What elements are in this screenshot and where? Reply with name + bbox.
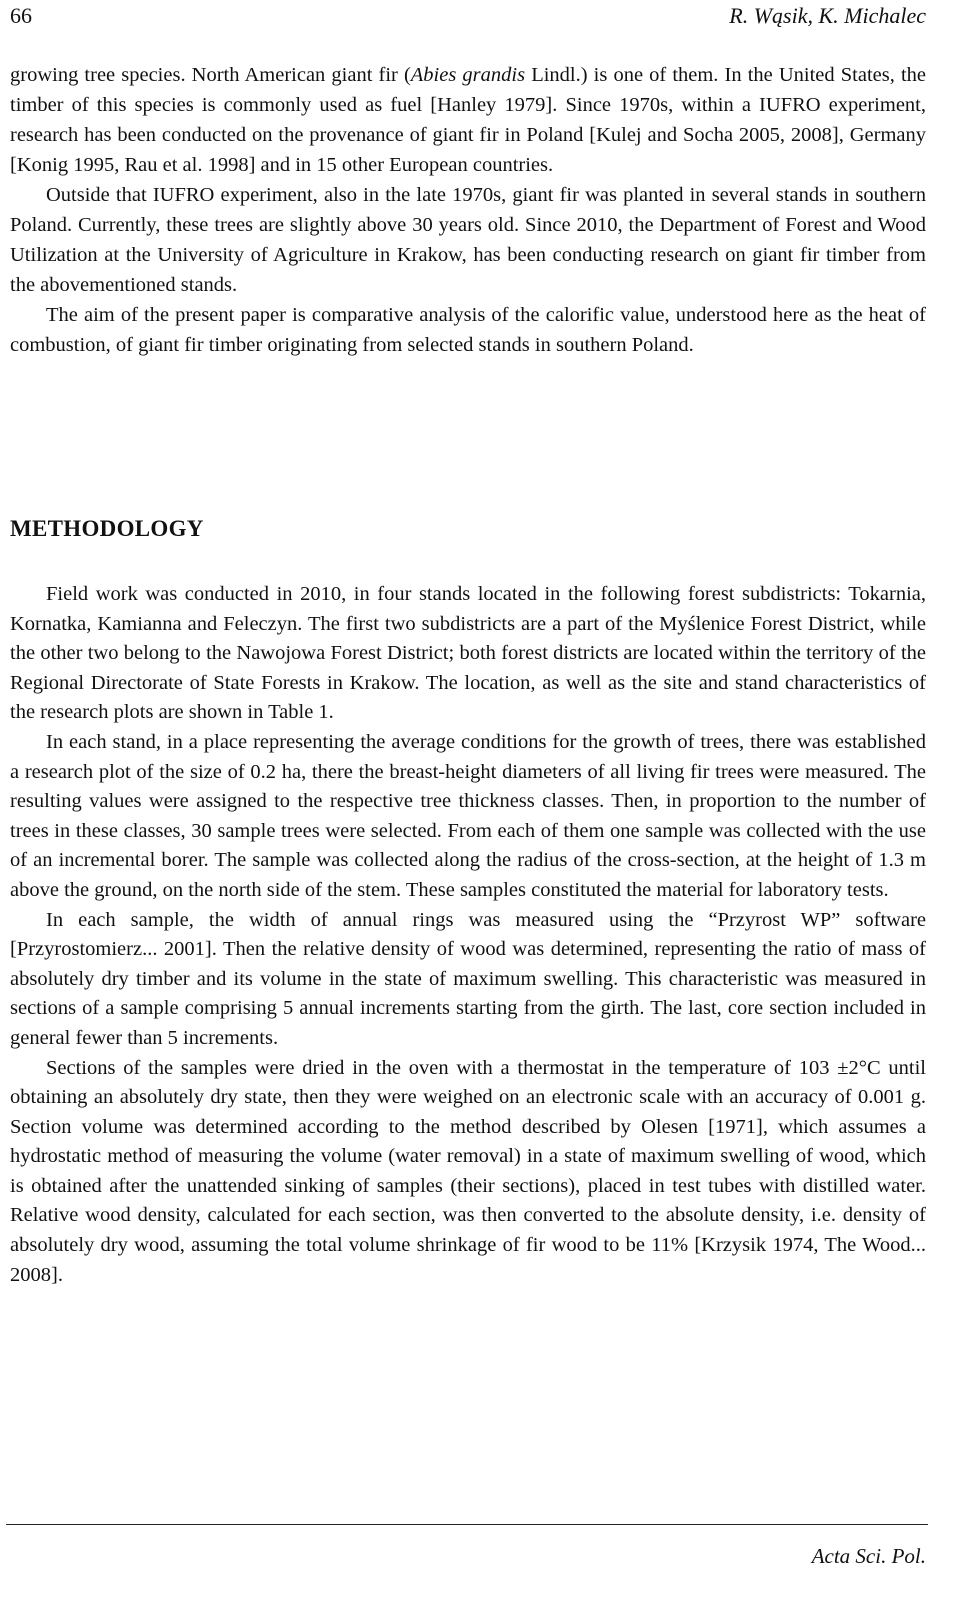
running-authors: R. Wąsik, K. Michalec: [729, 3, 926, 28]
intro-section: [10, 60, 926, 360]
methodology-paragraph-3: In each sample, the width of annual rings was measured using the “Przyrost WP” software [Przyrostomierz... 2001]. Then the relative density of wood was determined, representing the ratio of mass of absolutely dry timber and its volume in the state of maximum swelling. This characteristic was measured in sections of a sample comprising 5 annual increments starting from the girth. The last, core section included in general fewer than 5 increments.: [10, 908, 926, 1049]
journal-footer: Acta Sci. Pol.: [811, 1544, 926, 1568]
section-heading-methodology: METHODOLOGY: [10, 516, 204, 541]
methodology-section: [10, 580, 926, 1290]
methodology-paragraph-1: Field work was conducted in 2010, in four stands located in the following forest subdistricts: Tokarnia, Kornatka, Kamianna and Feleczyn. The first two subdistricts are a part of the Myślenice Forest District, while the other two belong to the Nawojowa Forest District; both forest districts are located within the territory of the Regional Directorate of State Forests in Krakow. The location, as well as the site and stand characteristics of the research plots are shown in Table 1.: [10, 583, 926, 724]
methodology-paragraph-4: Sections of the samples were dried in the oven with a thermostat in the temperature of 103 ±2°C until obtaining an absolutely dry state, then they were weighed on an electronic scale with an accuracy of 0.001 g. Section volume was determined according to the method described by Olesen [1971], which assumes a hydrostatic method of measuring the volume (water removal) in a state of maximum swelling of wood, which is obtained after the unattended sinking of samples (their sections), placed in test tubes with distilled water. Relative wood density, calculated for each section, was then converted to the absolute density, i.e. density of absolutely dry wood, assuming the total volume shrinkage of fir wood to be 11% [Krzysik 1974, The Wood... 2008].: [10, 1056, 926, 1286]
footer-divider: [6, 1524, 928, 1525]
intro-paragraph-3: The aim of the present paper is comparative analysis of the calorific value, understood here as the heat of combustion, of giant fir timber originating from selected stands in southern Poland.: [10, 304, 926, 356]
intro-paragraph-1: growing tree species. North American giant fir (Abies grandis Lindl.) is one of them. In the United States, the timber of this species is commonly used as fuel [Hanley 1979]. Since 1970s, within a IUFRO experiment, research has been conducted on the provenance of giant fir in Poland [Kulej and Socha 2005, 2008], Germany [Konig 1995, Rau et al. 1998] and in 15 other European countries.: [10, 64, 926, 176]
intro-paragraph-2: Outside that IUFRO experiment, also in the late 1970s, giant fir was planted in several stands in southern Poland. Currently, these trees are slightly above 30 years old. Since 2010, the Department of Forest and Wood Utilization at the University of Agriculture in Krakow, has been conducting research on giant fir timber from the abovementioned stands.: [10, 184, 926, 296]
methodology-paragraph-2: In each stand, in a place representing the average conditions for the growth of trees, there was established a research plot of the size of 0.2 ha, there the breast-height diameters of all living fir trees were measured. The resulting values were assigned to the respective tree thickness classes. Then, in proportion to the number of trees in these classes, 30 sample trees were selected. From each of them one sample was collected with the use of an incremental borer. The sample was collected along the radius of the cross-section, at the height of 1.3 m above the ground, on the north side of the stem. These samples constituted the material for laboratory tests.: [10, 730, 926, 901]
page-number: 66: [10, 3, 32, 28]
species-name: Abies grandis: [410, 64, 526, 86]
running-header: [10, 2, 926, 30]
